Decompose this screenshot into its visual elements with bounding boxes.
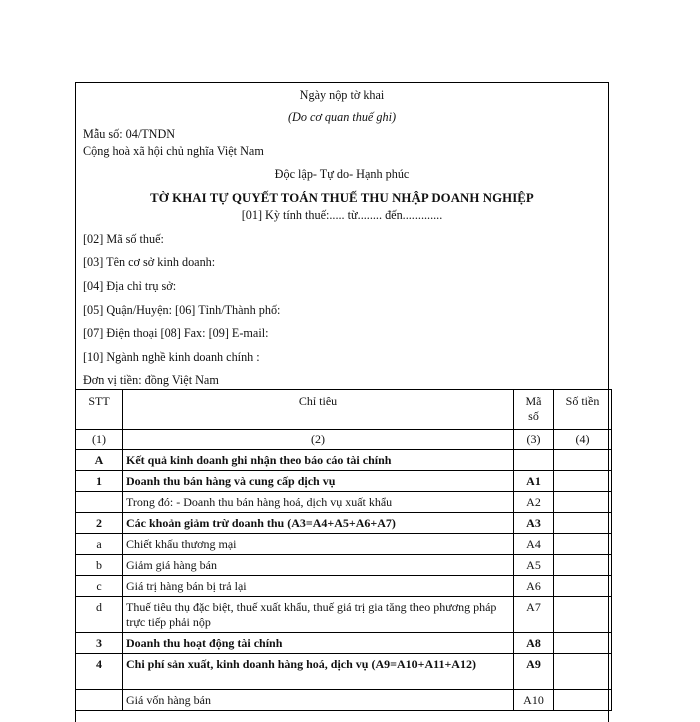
row-indicator: Chi phí sản xuất, kinh doanh hàng hoá, dịch vụ (A9=A10+A11+A12) [123,654,514,690]
table-row [76,654,612,690]
tax-period: [01] Kỳ tính thuế:..... từ........ đến............. [241,208,443,222]
row-stt: 2 [76,513,123,534]
tax-office-note: (Do cơ quan thuế ghi) [287,110,397,124]
row-stt: 1 [76,471,123,492]
tax-declaration-form [75,82,609,722]
row-indicator: Giá vốn hàng bán [123,690,514,711]
row-code [514,450,554,471]
row-code: A7 [514,597,554,633]
row-amount [554,513,612,534]
row-indicator: Giảm giá hàng bán [123,555,514,576]
row-indicator: Các khoản giảm trừ doanh thu (A3=A4+A5+A6+A7) [123,513,514,534]
form-title: TỜ KHAI TỰ QUYẾT TOÁN THUẾ THU NHẬP DOANH NGHIỆP [150,191,534,205]
row-indicator: Doanh thu hoạt động tài chính [123,633,514,654]
table-row [76,492,612,513]
row-stt [76,492,123,513]
row-indicator: Thuế tiêu thụ đặc biệt, thuế xuất khẩu, thuế giá trị gia tăng theo phương pháp trực tiếp phải nộp [123,597,514,633]
submit-date-label: Ngày nộp tờ khai [299,88,385,102]
row-stt: c [76,576,123,597]
row-code: A9 [514,654,554,690]
main-business-field: [10] Ngành nghề kinh doanh chính : [83,350,260,364]
row-indicator: Chiết khấu thương mại [123,534,514,555]
row-amount [554,492,612,513]
col-number-code: (3) [514,430,554,450]
row-code: A1 [514,471,554,492]
indicator-table [75,389,612,711]
republic-name: Cộng hoà xã hội chủ nghĩa Việt Nam [83,144,264,158]
row-stt: 3 [76,633,123,654]
table-row [76,513,612,534]
row-amount [554,450,612,471]
row-amount [554,555,612,576]
row-stt: b [76,555,123,576]
row-indicator: Giá trị hàng bán bị trả lại [123,576,514,597]
district-province-field: [05] Quận/Huyện: [06] Tỉnh/Thành phố: [83,303,281,317]
row-indicator: Kết quả kinh doanh ghi nhận theo báo cáo tài chính [123,450,514,471]
row-indicator: Doanh thu bán hàng và cung cấp dịch vụ [123,471,514,492]
contact-field: [07] Điện thoại [08] Fax: [09] E-mail: [83,326,269,340]
col-number-stt: (1) [76,430,123,450]
row-code: A2 [514,492,554,513]
header-amount: Số tiền [554,390,612,430]
row-stt: a [76,534,123,555]
business-name-field: [03] Tên cơ sở kinh doanh: [83,255,216,269]
table-row [76,633,612,654]
row-stt: 4 [76,654,123,690]
row-stt [76,690,123,711]
col-number-indicator: (2) [123,430,514,450]
row-amount [554,597,612,633]
header-indicator: Chỉ tiêu [123,390,514,430]
table-row [76,597,612,633]
table-row [76,534,612,555]
header-stt: STT [76,390,123,430]
row-code: A10 [514,690,554,711]
row-code: A8 [514,633,554,654]
row-amount [554,633,612,654]
row-stt: d [76,597,123,633]
tax-code-field: [02] Mã số thuế: [83,232,164,246]
form-number: Mẫu số: 04/TNDN [83,127,176,141]
row-code: A3 [514,513,554,534]
currency-unit: Đơn vị tiền: đồng Việt Nam [83,373,219,387]
national-motto: Độc lập- Tự do- Hạnh phúc [274,167,410,181]
row-code: A4 [514,534,554,555]
row-code: A5 [514,555,554,576]
row-amount [554,471,612,492]
row-stt: A [76,450,123,471]
column-number-row [76,430,612,450]
row-amount [554,690,612,711]
row-amount [554,654,612,690]
table-row [76,450,612,471]
row-indicator: Trong đó: - Doanh thu bán hàng hoá, dịch vụ xuất khẩu [123,492,514,513]
row-amount [554,576,612,597]
row-amount [554,534,612,555]
table-row [76,576,612,597]
table-header-row [76,390,612,430]
header-code: Mã số [514,390,554,430]
row-code: A6 [514,576,554,597]
col-number-amount: (4) [554,430,612,450]
table-row [76,690,612,711]
table-row [76,555,612,576]
address-field: [04] Địa chỉ trụ sở: [83,279,177,293]
table-row [76,471,612,492]
